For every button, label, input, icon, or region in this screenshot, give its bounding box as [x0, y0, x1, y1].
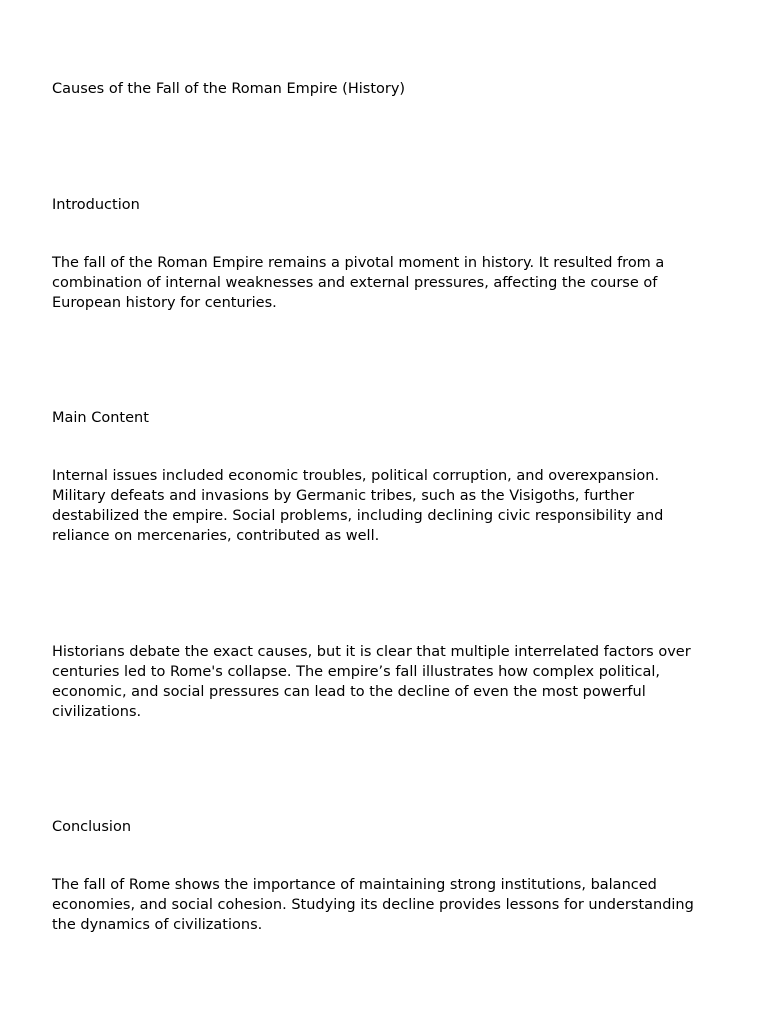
main-content-heading: Main Content	[52, 410, 149, 426]
conclusion-paragraph: The fall of Rome shows the importance of maintaining strong institutions, balanced economies, and social cohesion. Studying its decline provides lessons for understanding the dynamics of civilizations.	[52, 877, 694, 933]
main-content-paragraph-1: Internal issues included economic troubles, political corruption, and overexpansion. Military defeats and invasions by Germanic tribes, such as the Visigoths, further destabilized the empire. Social problems, including declining civic responsibility and reliance on mercenaries, contributed as well.	[52, 468, 664, 544]
main-content-paragraph-2: Historians debate the exact causes, but it is clear that multiple interrelated factors over centuries led to Rome's collapse. The empire’s fall illustrates how complex political, economic, and social pressures can lead to the decline of even the most powerful civilizations.	[52, 644, 691, 720]
introduction-heading: Introduction	[52, 197, 140, 213]
introduction-paragraph: The fall of the Roman Empire remains a pivotal moment in history. It resulted from a combination of internal weaknesses and external pressures, affecting the course of European history for centuries.	[52, 255, 665, 311]
conclusion-heading: Conclusion	[52, 819, 132, 835]
document-title: Causes of the Fall of the Roman Empire (History)	[52, 81, 406, 97]
